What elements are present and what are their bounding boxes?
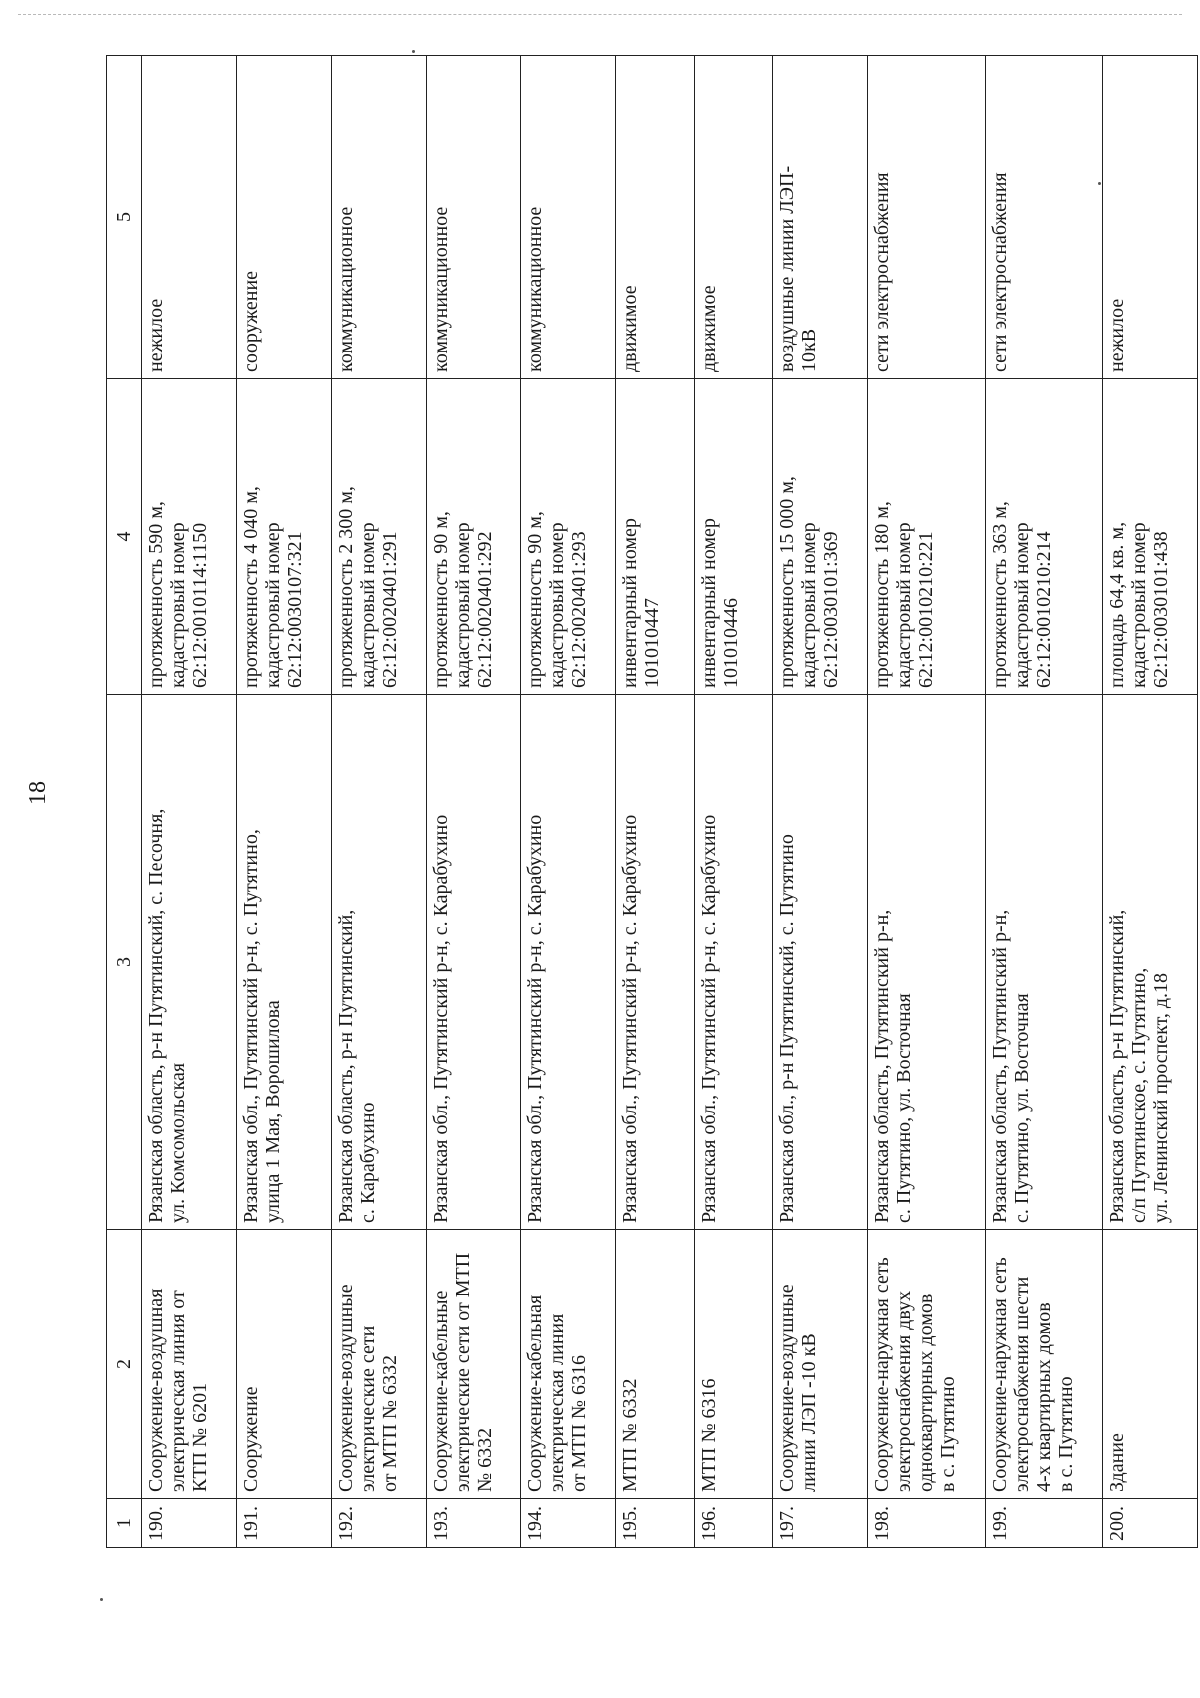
header-cell-2: 2 <box>107 1230 142 1499</box>
table-row <box>985 56 1103 1548</box>
object-name: Сооружение-кабельная электрическая линия от МТП № 6316 <box>521 1230 616 1499</box>
page-number: 18 <box>25 781 51 805</box>
object-address: Рязанская обл., Путятинский р-н, с. Карабухино <box>694 695 773 1230</box>
object-parameters: протяженность 4 040 м, кадастровый номер 62:12:0030107:321 <box>237 379 332 695</box>
table-row <box>868 56 986 1548</box>
object-name: Сооружение-кабельные электрические сети от МТП № 6332 <box>426 1230 521 1499</box>
object-address: Рязанская область, Путятинский р-н, с. Путятино, ул. Восточная <box>868 695 986 1230</box>
row-number: 194. <box>521 1499 616 1548</box>
object-address: Рязанская обл., р-н Путятинский, с. Путятино <box>773 695 868 1230</box>
table-row <box>521 56 616 1548</box>
object-parameters: протяженность 590 м, кадастровый номер 62:12:0010114:1150 <box>142 379 237 695</box>
object-name: МТП № 6316 <box>694 1230 773 1499</box>
row-number: 193. <box>426 1499 521 1548</box>
row-number: 192. <box>331 1499 426 1548</box>
row-number: 191. <box>237 1499 332 1548</box>
table-row <box>773 56 868 1548</box>
header-cell-4: 4 <box>107 379 142 695</box>
object-parameters: инвентарный номер 101010446 <box>694 379 773 695</box>
row-number: 196. <box>694 1499 773 1548</box>
object-purpose: сети электроснабжения <box>985 56 1103 379</box>
scan-top-border <box>18 14 1182 15</box>
row-number: 200. <box>1103 1499 1198 1548</box>
object-purpose: коммуникационное <box>521 56 616 379</box>
table-row <box>1103 56 1198 1548</box>
object-parameters: протяженность 15 000 м, кадастровый номер 62:12:0030101:369 <box>773 379 868 695</box>
object-purpose: коммуникационное <box>331 56 426 379</box>
object-name: МТП № 6332 <box>615 1230 694 1499</box>
header-cell-5: 5 <box>107 56 142 379</box>
object-parameters: протяженность 363 м, кадастровый номер 62:12:0010210:214 <box>985 379 1103 695</box>
object-parameters: протяженность 2 300 м, кадастровый номер 62:12:0020401:291 <box>331 379 426 695</box>
object-purpose: сети электроснабжения <box>868 56 986 379</box>
object-name: Сооружение-воздушная электрическая линия от КТП № 6201 <box>142 1230 237 1499</box>
header-cell-3: 3 <box>107 695 142 1230</box>
object-parameters: протяженность 90 м, кадастровый номер 62:12:0020401:293 <box>521 379 616 695</box>
object-name: Сооружение-воздушные электрические сети от МТП № 6332 <box>331 1230 426 1499</box>
object-purpose: движимое <box>694 56 773 379</box>
row-number: 197. <box>773 1499 868 1548</box>
table-row <box>615 56 694 1548</box>
object-purpose: сооружение <box>237 56 332 379</box>
row-number: 195. <box>615 1499 694 1548</box>
header-cell-1: 1 <box>107 1499 142 1548</box>
table-row <box>237 56 332 1548</box>
table-header-row <box>107 56 142 1548</box>
object-name: Сооружение <box>237 1230 332 1499</box>
object-name: Здание <box>1103 1230 1198 1499</box>
scan-speck <box>100 1598 103 1601</box>
object-parameters: площадь 64,4 кв. м, кадастровый номер 62:12:0030101:438 <box>1103 379 1198 695</box>
object-name: Сооружение-воздушные линии ЛЭП -10 кВ <box>773 1230 868 1499</box>
object-address: Рязанская обл., Путятинский р-н, с. Карабухино <box>615 695 694 1230</box>
object-purpose: нежилое <box>142 56 237 379</box>
property-register-table <box>106 55 1198 1548</box>
object-parameters: протяженность 180 м, кадастровый номер 62:12:0010210:221 <box>868 379 986 695</box>
object-purpose: нежилое <box>1103 56 1198 379</box>
table-row <box>694 56 773 1548</box>
scan-speck <box>412 50 415 53</box>
object-address: Рязанская обл., Путятинский р-н, с. Карабухино <box>426 695 521 1230</box>
object-parameters: инвентарный номер 101010447 <box>615 379 694 695</box>
object-address: Рязанская обл., Путятинский р-н, с. Путятино, улица 1 Мая, Ворошилова <box>237 695 332 1230</box>
object-address: Рязанская область, р-н Путятинский, с/п Путятинское, с. Путятино, ул. Ленинский проспект, д.18 <box>1103 695 1198 1230</box>
object-name: Сооружение-наружная сеть электроснабжения шести 4-х квартирных домов в с. Путятино <box>985 1230 1103 1499</box>
object-purpose: коммуникационное <box>426 56 521 379</box>
object-name: Сооружение-наружная сеть электроснабжения двух одноквартирных домов в с. Путятино <box>868 1230 986 1499</box>
table-row <box>331 56 426 1548</box>
object-address: Рязанская обл., Путятинский р-н, с. Карабухино <box>521 695 616 1230</box>
object-address: Рязанская область, Путятинский р-н, с. Путятино, ул. Восточная <box>985 695 1103 1230</box>
object-address: Рязанская область, р-н Путятинский, с. Песочня, ул. Комсомольская <box>142 695 237 1230</box>
row-number: 199. <box>985 1499 1103 1548</box>
object-address: Рязанская область, р-н Путятинский, с. Карабухино <box>331 695 426 1230</box>
object-parameters: протяженность 90 м, кадастровый номер 62:12:0020401:292 <box>426 379 521 695</box>
object-purpose: воздушные линии ЛЭП- 10кВ <box>773 56 868 379</box>
table-row <box>426 56 521 1548</box>
row-number: 190. <box>142 1499 237 1548</box>
row-number: 198. <box>868 1499 986 1548</box>
table-row <box>142 56 237 1548</box>
object-purpose: движимое <box>615 56 694 379</box>
